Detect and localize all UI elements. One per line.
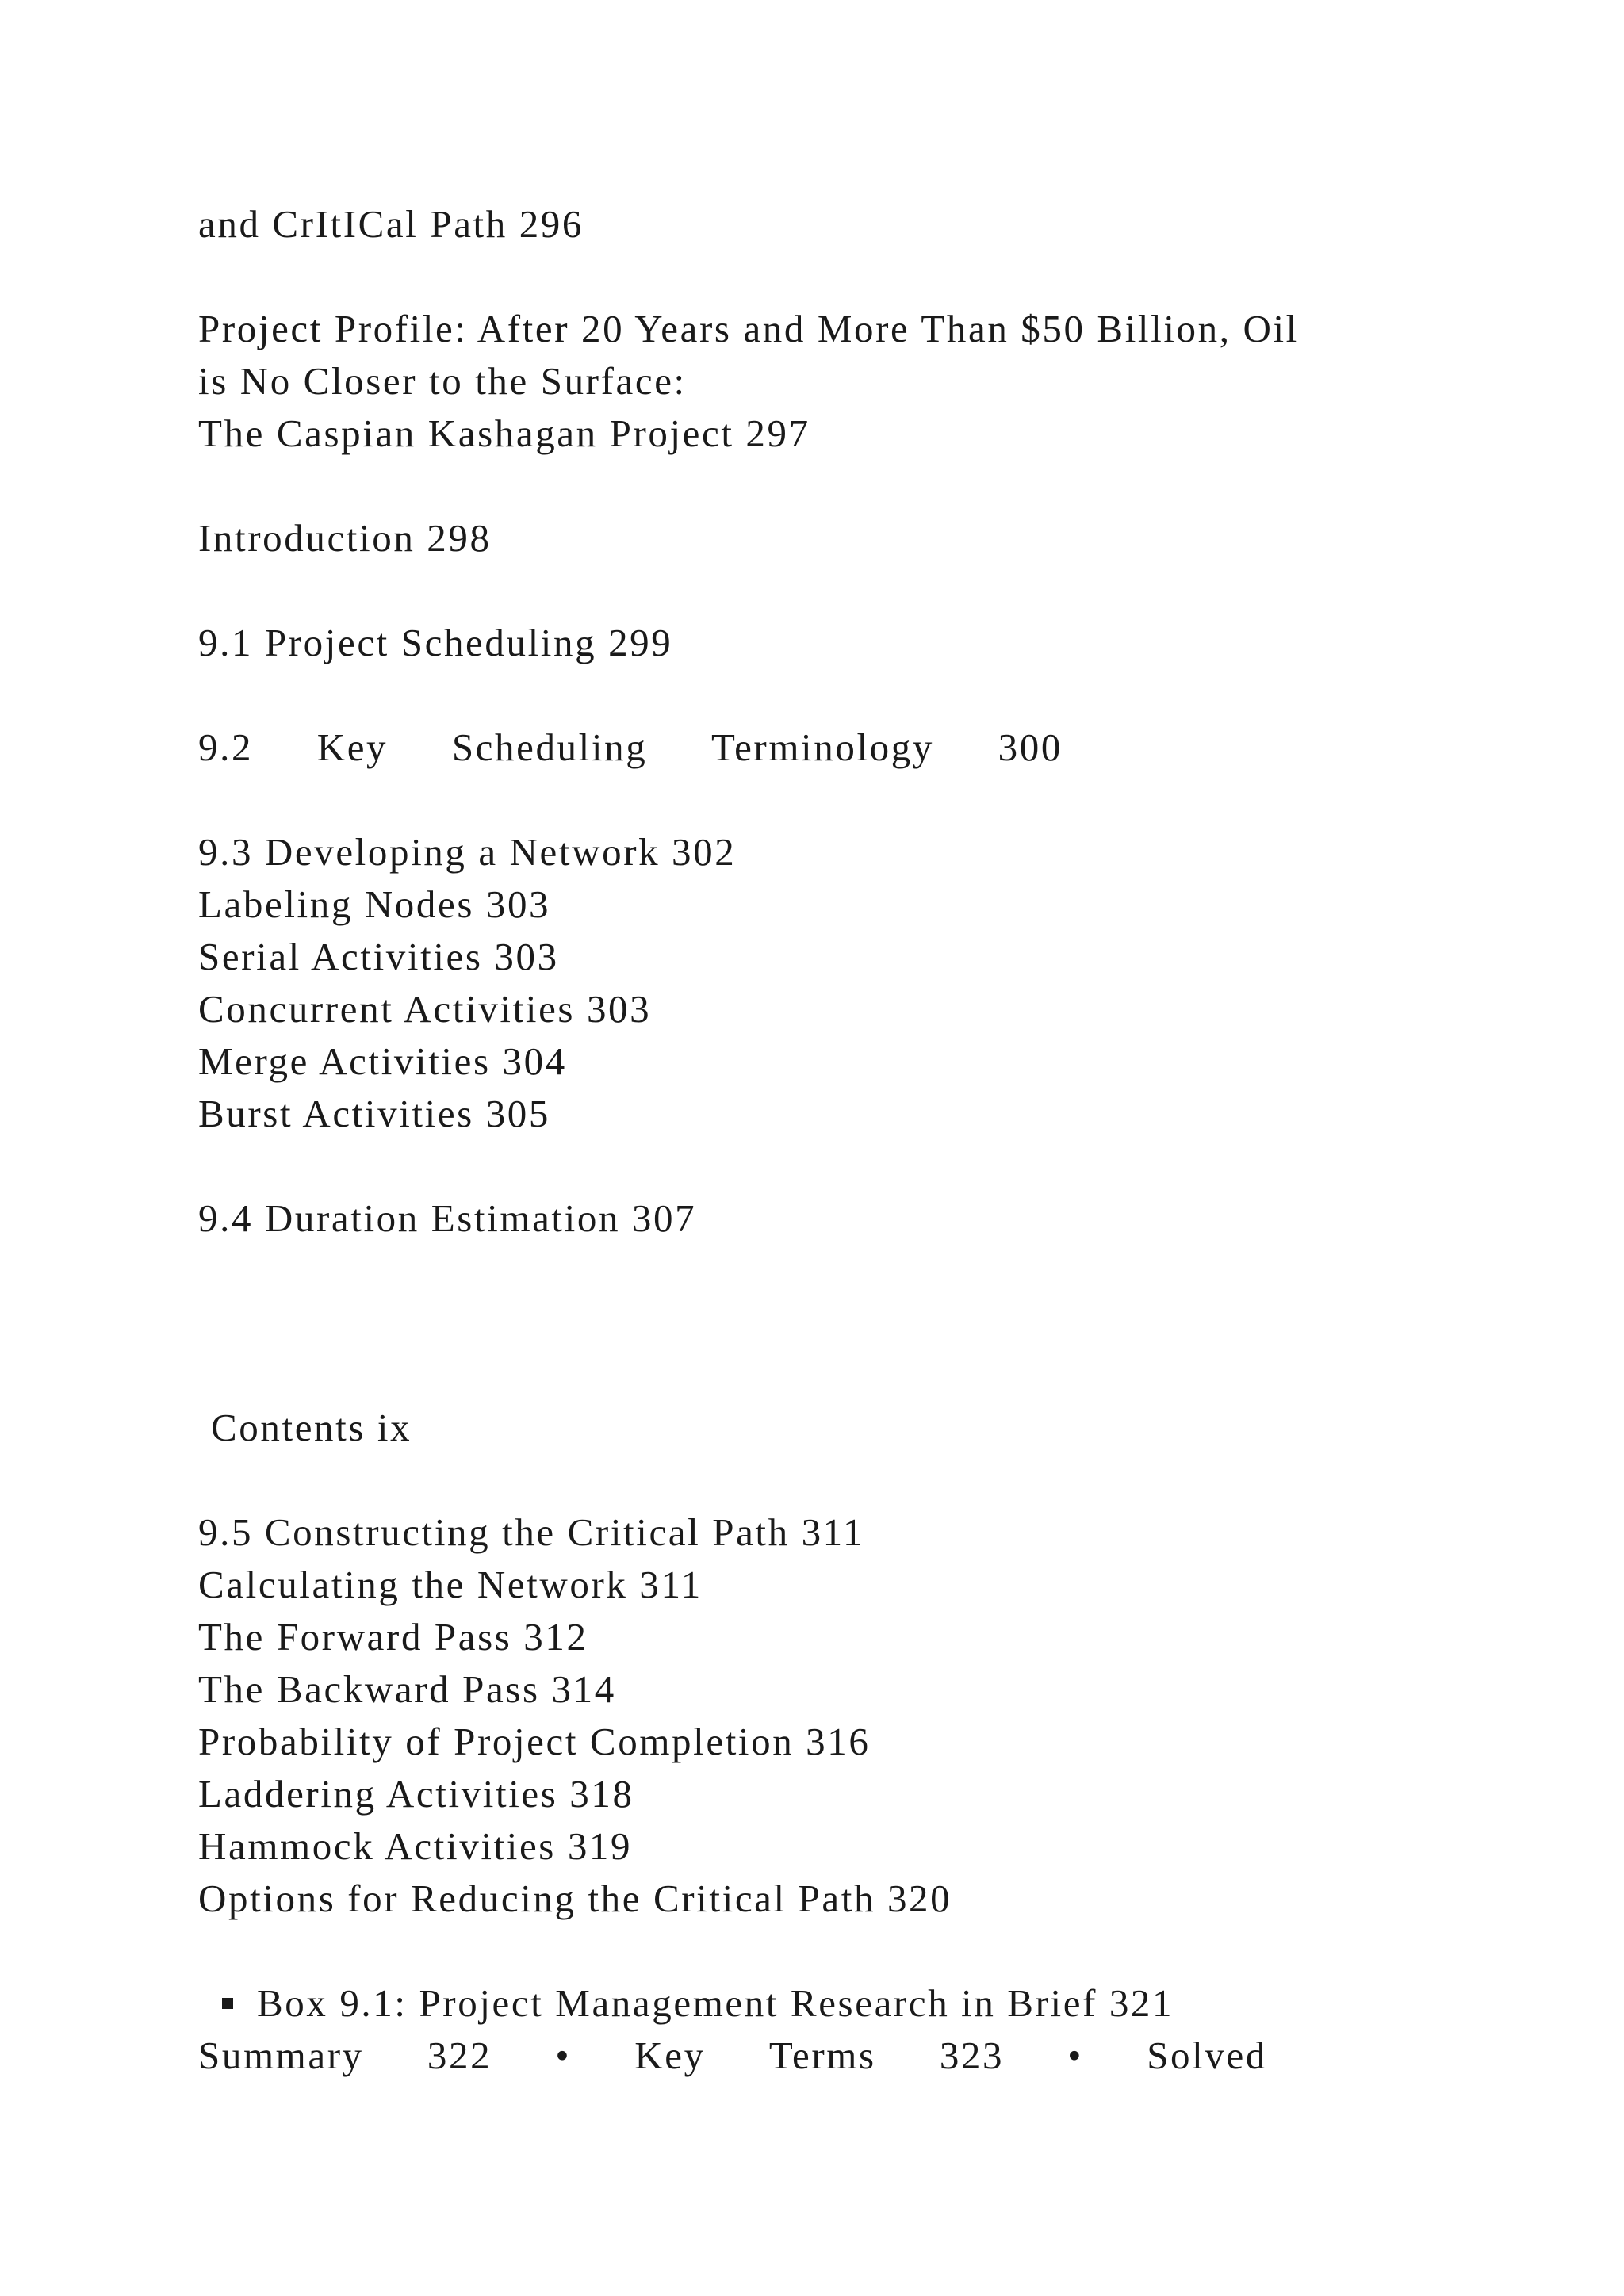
square-bullet-icon bbox=[222, 1998, 233, 2009]
box-9-1-entry bbox=[222, 1981, 1174, 2025]
box-9-1-text: Box 9.1: Project Management Research in Brief 321 bbox=[257, 1981, 1174, 2025]
project-profile-line-2: is No Closer to the Surface: bbox=[198, 359, 687, 403]
probability-completion-entry: Probability of Project Completion 316 bbox=[198, 1720, 871, 1763]
section-9-2-entry bbox=[198, 725, 1063, 769]
serial-activities-entry: Serial Activities 303 bbox=[198, 935, 559, 978]
laddering-activities-entry: Laddering Activities 318 bbox=[198, 1772, 634, 1816]
section-9-5-entry: 9.5 Constructing the Critical Path 311 bbox=[198, 1510, 865, 1554]
key-label: Key bbox=[634, 2034, 706, 2077]
section-9-3-entry: 9.3 Developing a Network 302 bbox=[198, 830, 737, 874]
concurrent-activities-entry: Concurrent Activities 303 bbox=[198, 987, 652, 1031]
critical-path-heading: and CrItICal Path 296 bbox=[198, 202, 584, 246]
solved-label: Solved bbox=[1147, 2034, 1267, 2077]
section-9-2-word-scheduling: Scheduling bbox=[451, 725, 648, 769]
project-profile-line-3: The Caspian Kashagan Project 297 bbox=[198, 411, 810, 455]
section-9-1-entry: 9.1 Project Scheduling 299 bbox=[198, 621, 673, 664]
contents-page-header: Contents ix bbox=[211, 1406, 412, 1449]
bullet-separator-1: • bbox=[555, 2034, 572, 2077]
section-9-4-entry: 9.4 Duration Estimation 307 bbox=[198, 1196, 697, 1240]
merge-activities-entry: Merge Activities 304 bbox=[198, 1039, 567, 1083]
summary-row bbox=[198, 2036, 1267, 2075]
section-9-2-number: 9.2 bbox=[198, 725, 254, 769]
section-9-2-word-terminology: Terminology bbox=[710, 725, 934, 769]
terms-page: 323 bbox=[939, 2034, 1005, 2077]
project-profile-line-1: Project Profile: After 20 Years and More Than $50 Billion, Oil bbox=[198, 307, 1299, 350]
terms-label: Terms bbox=[768, 2034, 876, 2077]
section-9-2-page: 300 bbox=[998, 725, 1063, 769]
hammock-activities-entry: Hammock Activities 319 bbox=[198, 1824, 633, 1868]
introduction-entry: Introduction 298 bbox=[198, 516, 492, 560]
burst-activities-entry: Burst Activities 305 bbox=[198, 1092, 550, 1135]
summary-page: 322 bbox=[427, 2034, 492, 2077]
calculating-network-entry: Calculating the Network 311 bbox=[198, 1563, 703, 1606]
backward-pass-entry: The Backward Pass 314 bbox=[198, 1667, 616, 1711]
options-reducing-entry: Options for Reducing the Critical Path 320 bbox=[198, 1877, 952, 1920]
section-9-2-word-key: Key bbox=[316, 725, 389, 769]
bullet-separator-2: • bbox=[1067, 2034, 1084, 2077]
labeling-nodes-entry: Labeling Nodes 303 bbox=[198, 882, 551, 926]
forward-pass-entry: The Forward Pass 312 bbox=[198, 1615, 588, 1659]
summary-label: Summary bbox=[198, 2034, 364, 2077]
